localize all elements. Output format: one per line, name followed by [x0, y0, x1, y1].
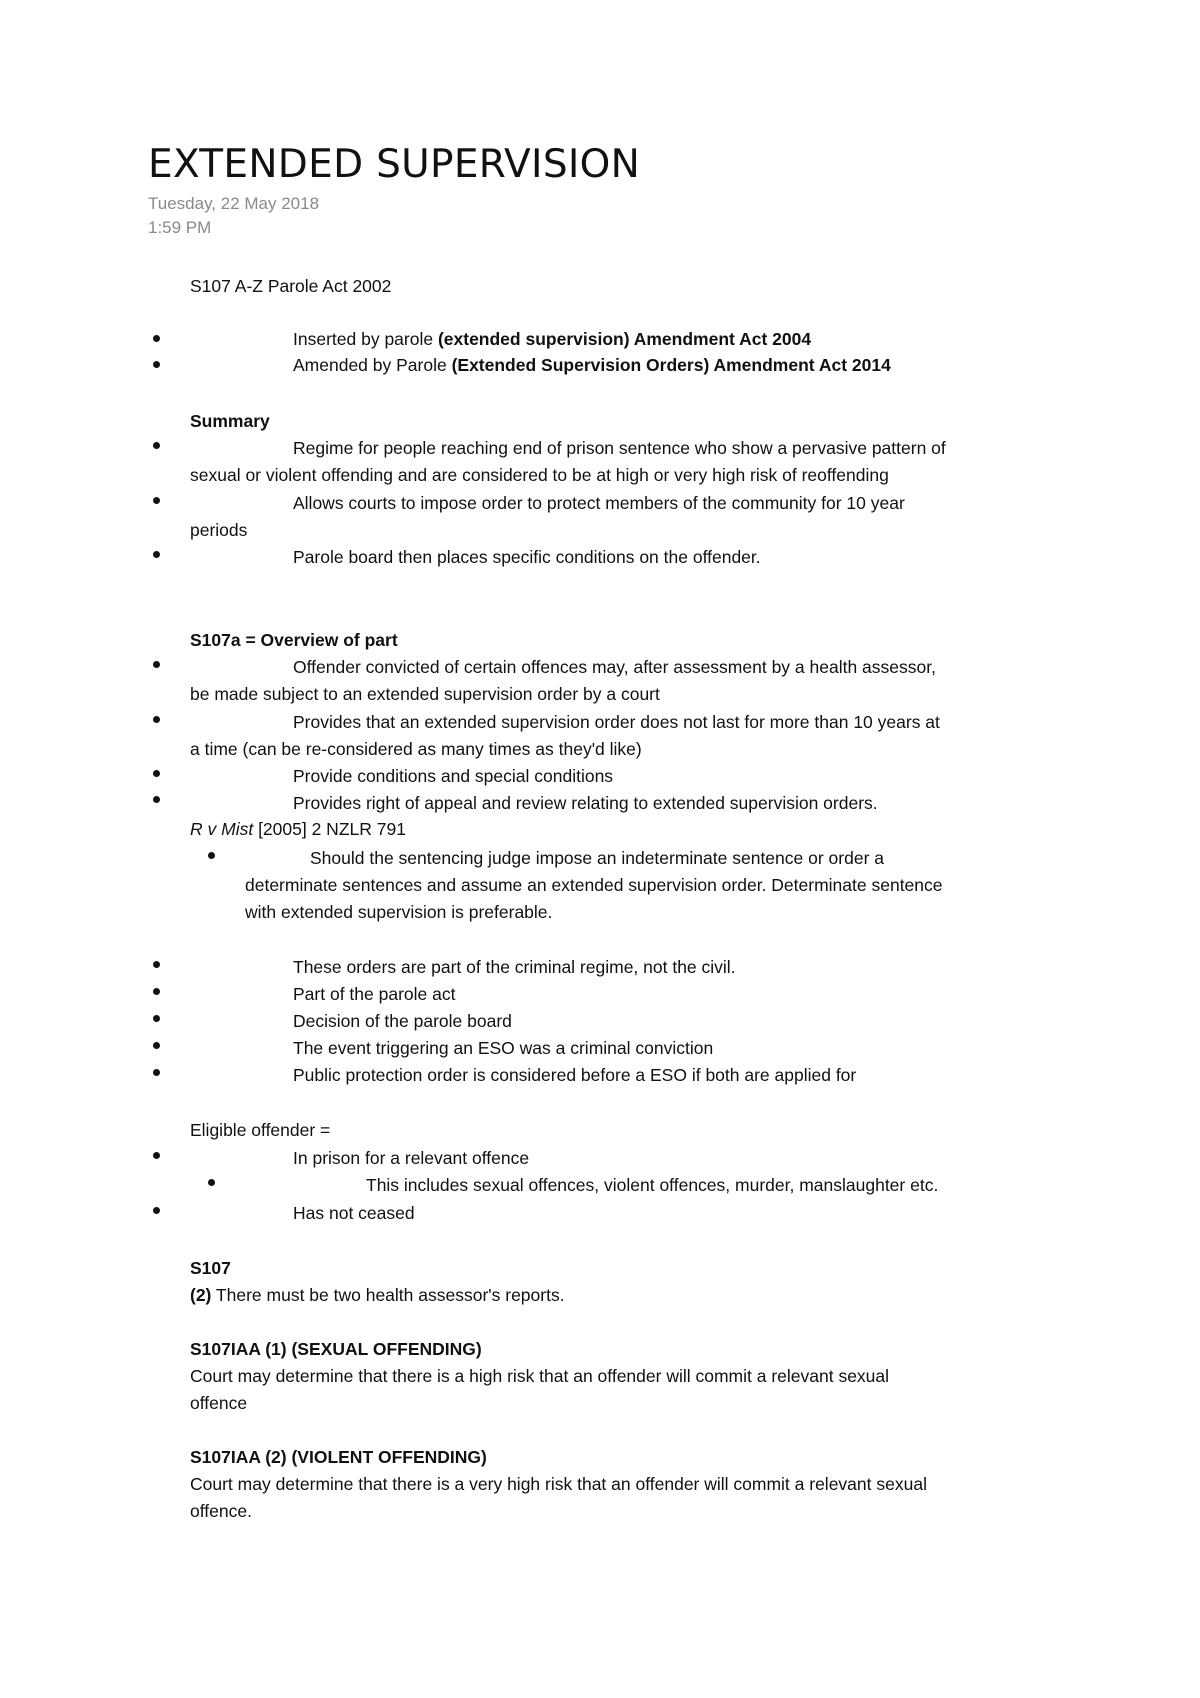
- case-point-cont: determinate sentences and assume an extended supervision order. Determinate sentence: [245, 875, 943, 895]
- summary-item: Allows courts to impose order to protect members of the community for 10 year: [293, 493, 905, 513]
- criminal-point: Public protection order is considered before a ESO if both are applied for: [293, 1065, 857, 1085]
- bullet-icon: [153, 1152, 160, 1159]
- overview-item: Provides right of appeal and review relating to extended supervision orders.: [293, 793, 878, 813]
- s107iaa1-text: Court may determine that there is a high risk that an offender will commit a relevant sexual: [190, 1366, 890, 1386]
- bullet-icon: [153, 716, 160, 723]
- page-title: EXTENDED SUPERVISION: [148, 142, 641, 187]
- overview-item: Provide conditions and special conditions: [293, 766, 614, 786]
- bullet-icon: [153, 1042, 160, 1049]
- bullet-icon: [153, 961, 160, 968]
- eligible-heading: Eligible offender =: [190, 1120, 331, 1140]
- criminal-point: These orders are part of the criminal regime, not the civil.: [293, 957, 736, 977]
- bullet-icon: [153, 1015, 160, 1022]
- overview-heading: S107a = Overview of part: [190, 630, 398, 650]
- bullet-icon: [153, 442, 160, 449]
- bullet-icon: [153, 661, 160, 668]
- criminal-point: The event triggering an ESO was a criminal conviction: [293, 1038, 714, 1058]
- case-point: Should the sentencing judge impose an indeterminate sentence or order a: [310, 848, 884, 868]
- bullet-icon: [153, 1069, 160, 1076]
- criminal-point: Decision of the parole board: [293, 1011, 512, 1031]
- intro-line: S107 A-Z Parole Act 2002: [190, 276, 392, 296]
- history-item: Amended by Parole (Extended Supervision Orders) Amendment Act 2014: [293, 355, 891, 375]
- case-point-cont: with extended supervision is preferable.: [245, 902, 553, 922]
- bullet-icon: [153, 988, 160, 995]
- bullet-icon: [153, 796, 160, 803]
- bullet-icon: [153, 551, 160, 558]
- eligible-item: Has not ceased: [293, 1203, 415, 1223]
- bullet-icon: [153, 361, 160, 368]
- criminal-point: Part of the parole act: [293, 984, 456, 1004]
- bullet-icon: [208, 852, 215, 859]
- overview-item-cont: be made subject to an extended supervision order by a court: [190, 684, 660, 704]
- summary-item: Parole board then places specific conditions on the offender.: [293, 547, 761, 567]
- s107iaa2-heading: S107IAA (2) (VIOLENT OFFENDING): [190, 1447, 487, 1467]
- bullet-icon: [208, 1179, 215, 1186]
- overview-item: Offender convicted of certain offences may, after assessment by a health assessor,: [293, 657, 936, 677]
- history-item: Inserted by parole (extended supervision) Amendment Act 2004: [293, 329, 812, 349]
- s107-heading: S107: [190, 1258, 231, 1278]
- overview-item: Provides that an extended supervision order does not last for more than 10 years at: [293, 712, 940, 732]
- summary-item-cont: periods: [190, 520, 248, 540]
- s107iaa2-text: Court may determine that there is a very high risk that an offender will commit a relevant sexual: [190, 1474, 927, 1494]
- summary-item-cont: sexual or violent offending and are considered to be at high or very high risk of reoffending: [190, 465, 889, 485]
- eligible-item: In prison for a relevant offence: [293, 1148, 530, 1168]
- bullet-icon: [153, 497, 160, 504]
- overview-item-cont: a time (can be re-considered as many times as they'd like): [190, 739, 642, 759]
- case-citation: R v Mist [2005] 2 NZLR 791: [190, 819, 406, 839]
- bullet-icon: [153, 770, 160, 777]
- eligible-subitem: This includes sexual offences, violent offences, murder, manslaughter etc.: [366, 1175, 939, 1195]
- s107-subsection: (2) There must be two health assessor's reports.: [190, 1285, 565, 1305]
- s107iaa2-text-cont: offence.: [190, 1501, 252, 1521]
- bullet-icon: [153, 335, 160, 342]
- s107iaa1-text-cont: offence: [190, 1393, 248, 1413]
- s107iaa1-heading: S107IAA (1) (SEXUAL OFFENDING): [190, 1339, 482, 1359]
- note-date: Tuesday, 22 May 2018: [148, 194, 320, 213]
- summary-heading: Summary: [190, 411, 270, 431]
- note-time: 1:59 PM: [148, 218, 212, 237]
- bullet-icon: [153, 1207, 160, 1214]
- summary-item: Regime for people reaching end of prison sentence who show a pervasive pattern of: [293, 438, 946, 458]
